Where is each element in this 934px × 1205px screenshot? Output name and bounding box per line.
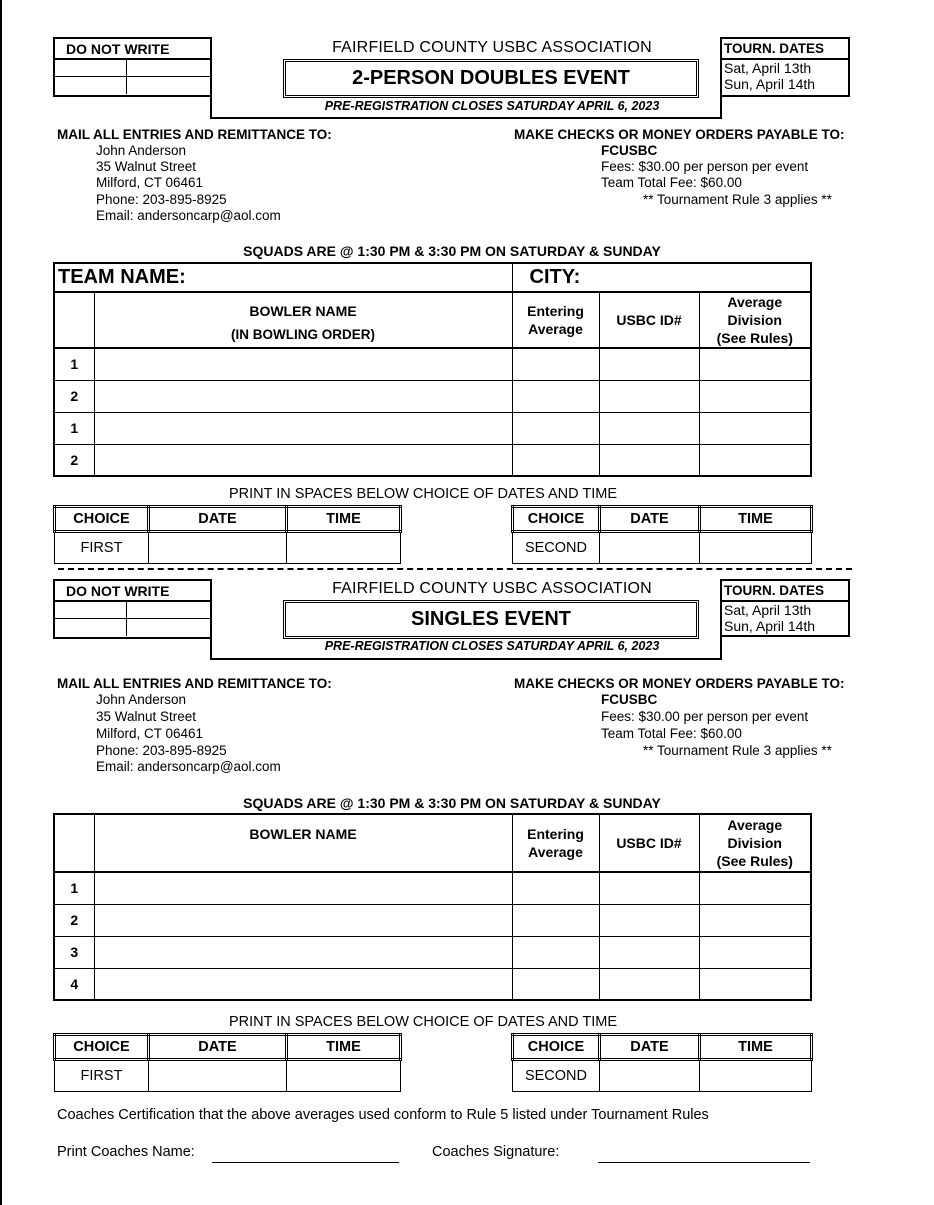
doubles-mail-heading: MAIL ALL ENTRIES AND REMITTANCE TO: (57, 127, 332, 142)
table-row (54, 936, 811, 968)
table-row (54, 444, 811, 476)
row-number: 1 (54, 872, 94, 904)
doubles-second-choice-table (511, 505, 813, 564)
team-name-field[interactable] (54, 263, 512, 292)
col-division: Division (727, 312, 782, 328)
row-number: 1 (54, 348, 94, 380)
choice-label: CHOICE (513, 1035, 600, 1060)
col-usbc-id: USBC ID# (599, 292, 699, 348)
date-saturday: Sat, April 13th (724, 602, 812, 618)
bowler-name-field[interactable] (94, 936, 512, 968)
doubles-do-not-write-box (53, 37, 212, 97)
date-label: DATE (149, 1035, 287, 1060)
team-fee-line: Team Total Fee: $60.00 (601, 175, 742, 190)
second-date-field[interactable] (600, 532, 700, 564)
date-sunday: Sun, April 14th (724, 76, 816, 92)
mail-line: 35 Walnut Street (96, 709, 197, 724)
division-field[interactable] (699, 968, 811, 1000)
doubles-squads-note: SQUADS ARE @ 1:30 PM & 3:30 PM ON SATURDAY & SUNDAY (243, 243, 661, 259)
bowler-name-field[interactable] (94, 968, 512, 1000)
singles-squads-note: SQUADS ARE @ 1:30 PM & 3:30 PM ON SATURDAY & SUNDAY (243, 795, 661, 811)
rule-note: ** Tournament Rule 3 applies ** (643, 192, 832, 207)
col-bowling-order: (IN BOWLING ORDER) (231, 327, 375, 342)
division-field[interactable] (699, 412, 811, 444)
usbc-id-field[interactable] (599, 936, 699, 968)
row-number: 2 (54, 904, 94, 936)
col-average: Average (528, 321, 583, 337)
first-choice-label: FIRST (55, 532, 149, 564)
col-bowler-name: BOWLER NAME (94, 814, 512, 872)
team-name-label: TEAM NAME: (58, 266, 186, 288)
coach-name-label: Print Coaches Name: (57, 1144, 195, 1160)
bowler-name-field[interactable] (94, 412, 512, 444)
date-label: DATE (600, 507, 700, 532)
time-label: TIME (700, 507, 812, 532)
col-usbc-id: USBC ID# (599, 814, 699, 872)
city-field[interactable] (512, 263, 811, 292)
average-field[interactable] (512, 968, 599, 1000)
second-time-field[interactable] (700, 1060, 812, 1092)
choice-label: CHOICE (513, 507, 600, 532)
date-sunday: Sun, April 14th (724, 618, 816, 634)
second-time-field[interactable] (700, 532, 812, 564)
bowler-name-field[interactable] (94, 444, 512, 476)
coach-name-field[interactable] (212, 1146, 399, 1163)
cut-line (58, 568, 852, 570)
table-row (54, 904, 811, 936)
coaches-certification: Coaches Certification that the above averages used conform to Rule 5 listed under Tournament Rules (57, 1107, 709, 1123)
mail-line: Milford, CT 06461 (96, 175, 204, 190)
doubles-bowler-table (53, 262, 812, 477)
choice-label: CHOICE (55, 507, 149, 532)
tourn-dates-label: TOURN. DATES (722, 581, 848, 602)
col-div-average: Average (727, 817, 783, 833)
average-field[interactable] (512, 904, 599, 936)
doubles-association-name: FAIRFIELD COUNTY USBC ASSOCIATION (332, 39, 652, 56)
col-see-rules: (See Rules) (716, 330, 793, 346)
bowler-name-field[interactable] (94, 380, 512, 412)
date-label: DATE (149, 507, 287, 532)
average-field[interactable] (512, 936, 599, 968)
singles-tournament-dates-box (720, 579, 850, 637)
team-fee-line: Team Total Fee: $60.00 (601, 726, 742, 741)
bowler-name-field[interactable] (94, 904, 512, 936)
time-label: TIME (287, 507, 401, 532)
division-field[interactable] (699, 348, 811, 380)
singles-bowler-table (53, 813, 812, 1001)
usbc-id-field[interactable] (599, 380, 699, 412)
singles-do-not-write-box (53, 579, 212, 639)
usbc-id-field[interactable] (599, 872, 699, 904)
do-not-write-label: DO NOT WRITE (55, 581, 210, 602)
row-number: 2 (54, 444, 94, 476)
city-label: CITY: (529, 266, 581, 288)
rule-note: ** Tournament Rule 3 applies ** (643, 743, 832, 758)
singles-first-choice-table (53, 1033, 402, 1092)
date-saturday: Sat, April 13th (724, 60, 812, 76)
do-not-write-label: DO NOT WRITE (55, 39, 210, 60)
payee: FCUSBC (601, 692, 658, 707)
second-choice-label: SECOND (513, 1060, 600, 1092)
singles-preregistration-closes: PRE-REGISTRATION CLOSES SATURDAY APRIL 6, 2023 (324, 639, 660, 653)
payee: FCUSBC (601, 143, 658, 158)
page-edge (0, 0, 2, 1205)
usbc-id-field[interactable] (599, 904, 699, 936)
mail-line: John Anderson (96, 143, 187, 158)
first-date-field[interactable] (149, 532, 287, 564)
fees-line: Fees: $30.00 per person per event (601, 709, 809, 724)
col-entering: Entering (527, 303, 584, 319)
mail-line: Phone: 203-895-8925 (96, 743, 227, 758)
col-div-average: Average (727, 294, 783, 310)
mail-line: Email: andersoncarp@aol.com (96, 759, 281, 774)
first-time-field[interactable] (287, 1060, 401, 1092)
usbc-id-field[interactable] (599, 348, 699, 380)
usbc-id-field[interactable] (599, 444, 699, 476)
average-field[interactable] (512, 380, 599, 412)
division-field[interactable] (699, 936, 811, 968)
row-number: 2 (54, 380, 94, 412)
usbc-id-field[interactable] (599, 412, 699, 444)
doubles-print-in-note: PRINT IN SPACES BELOW CHOICE OF DATES AND TIME (228, 486, 618, 502)
second-choice-label: SECOND (513, 532, 600, 564)
singles-mail-heading: MAIL ALL ENTRIES AND REMITTANCE TO: (57, 676, 332, 691)
table-row (54, 412, 811, 444)
division-field[interactable] (699, 904, 811, 936)
first-time-field[interactable] (287, 532, 401, 564)
singles-association-name: FAIRFIELD COUNTY USBC ASSOCIATION (332, 580, 652, 597)
time-label: TIME (287, 1035, 401, 1060)
date-label: DATE (600, 1035, 700, 1060)
tourn-dates-label: TOURN. DATES (722, 39, 848, 60)
coach-signature-field[interactable] (598, 1146, 810, 1163)
col-division: Division (727, 835, 782, 851)
bowler-name-field[interactable] (94, 872, 512, 904)
average-field[interactable] (512, 348, 599, 380)
division-field[interactable] (699, 380, 811, 412)
row-number: 1 (54, 412, 94, 444)
col-bowler-name: BOWLER NAME (249, 303, 357, 319)
table-row (54, 380, 811, 412)
division-field[interactable] (699, 872, 811, 904)
doubles-pay-heading: MAKE CHECKS OR MONEY ORDERS PAYABLE TO: (514, 127, 845, 142)
singles-pay-heading: MAKE CHECKS OR MONEY ORDERS PAYABLE TO: (514, 676, 845, 691)
table-row (54, 968, 811, 1000)
average-field[interactable] (512, 444, 599, 476)
mail-line: Milford, CT 06461 (96, 726, 204, 741)
singles-event-title: SINGLES EVENT (283, 600, 699, 639)
doubles-event-title: 2-PERSON DOUBLES EVENT (283, 59, 699, 98)
coach-signature-label: Coaches Signature: (432, 1144, 560, 1160)
col-entering: Entering (527, 826, 584, 842)
doubles-tournament-dates-box (720, 37, 850, 97)
mail-line: John Anderson (96, 692, 187, 707)
mail-line: 35 Walnut Street (96, 159, 197, 174)
mail-line: Email: andersoncarp@aol.com (96, 208, 281, 223)
usbc-id-field[interactable] (599, 968, 699, 1000)
average-field[interactable] (512, 872, 599, 904)
second-date-field[interactable] (600, 1060, 700, 1092)
choice-label: CHOICE (55, 1035, 149, 1060)
col-average: Average (528, 844, 583, 860)
row-number: 3 (54, 936, 94, 968)
average-field[interactable] (512, 412, 599, 444)
row-number: 4 (54, 968, 94, 1000)
col-see-rules: (See Rules) (716, 853, 793, 869)
doubles-preregistration-closes: PRE-REGISTRATION CLOSES SATURDAY APRIL 6, 2023 (324, 99, 660, 113)
table-row (54, 872, 811, 904)
singles-print-in-note: PRINT IN SPACES BELOW CHOICE OF DATES AND TIME (228, 1014, 618, 1030)
table-row (54, 348, 811, 380)
first-choice-label: FIRST (55, 1060, 149, 1092)
bowler-name-field[interactable] (94, 348, 512, 380)
singles-second-choice-table (511, 1033, 813, 1092)
mail-line: Phone: 203-895-8925 (96, 192, 227, 207)
first-date-field[interactable] (149, 1060, 287, 1092)
division-field[interactable] (699, 444, 811, 476)
time-label: TIME (700, 1035, 812, 1060)
doubles-first-choice-table (53, 505, 402, 564)
fees-line: Fees: $30.00 per person per event (601, 159, 809, 174)
